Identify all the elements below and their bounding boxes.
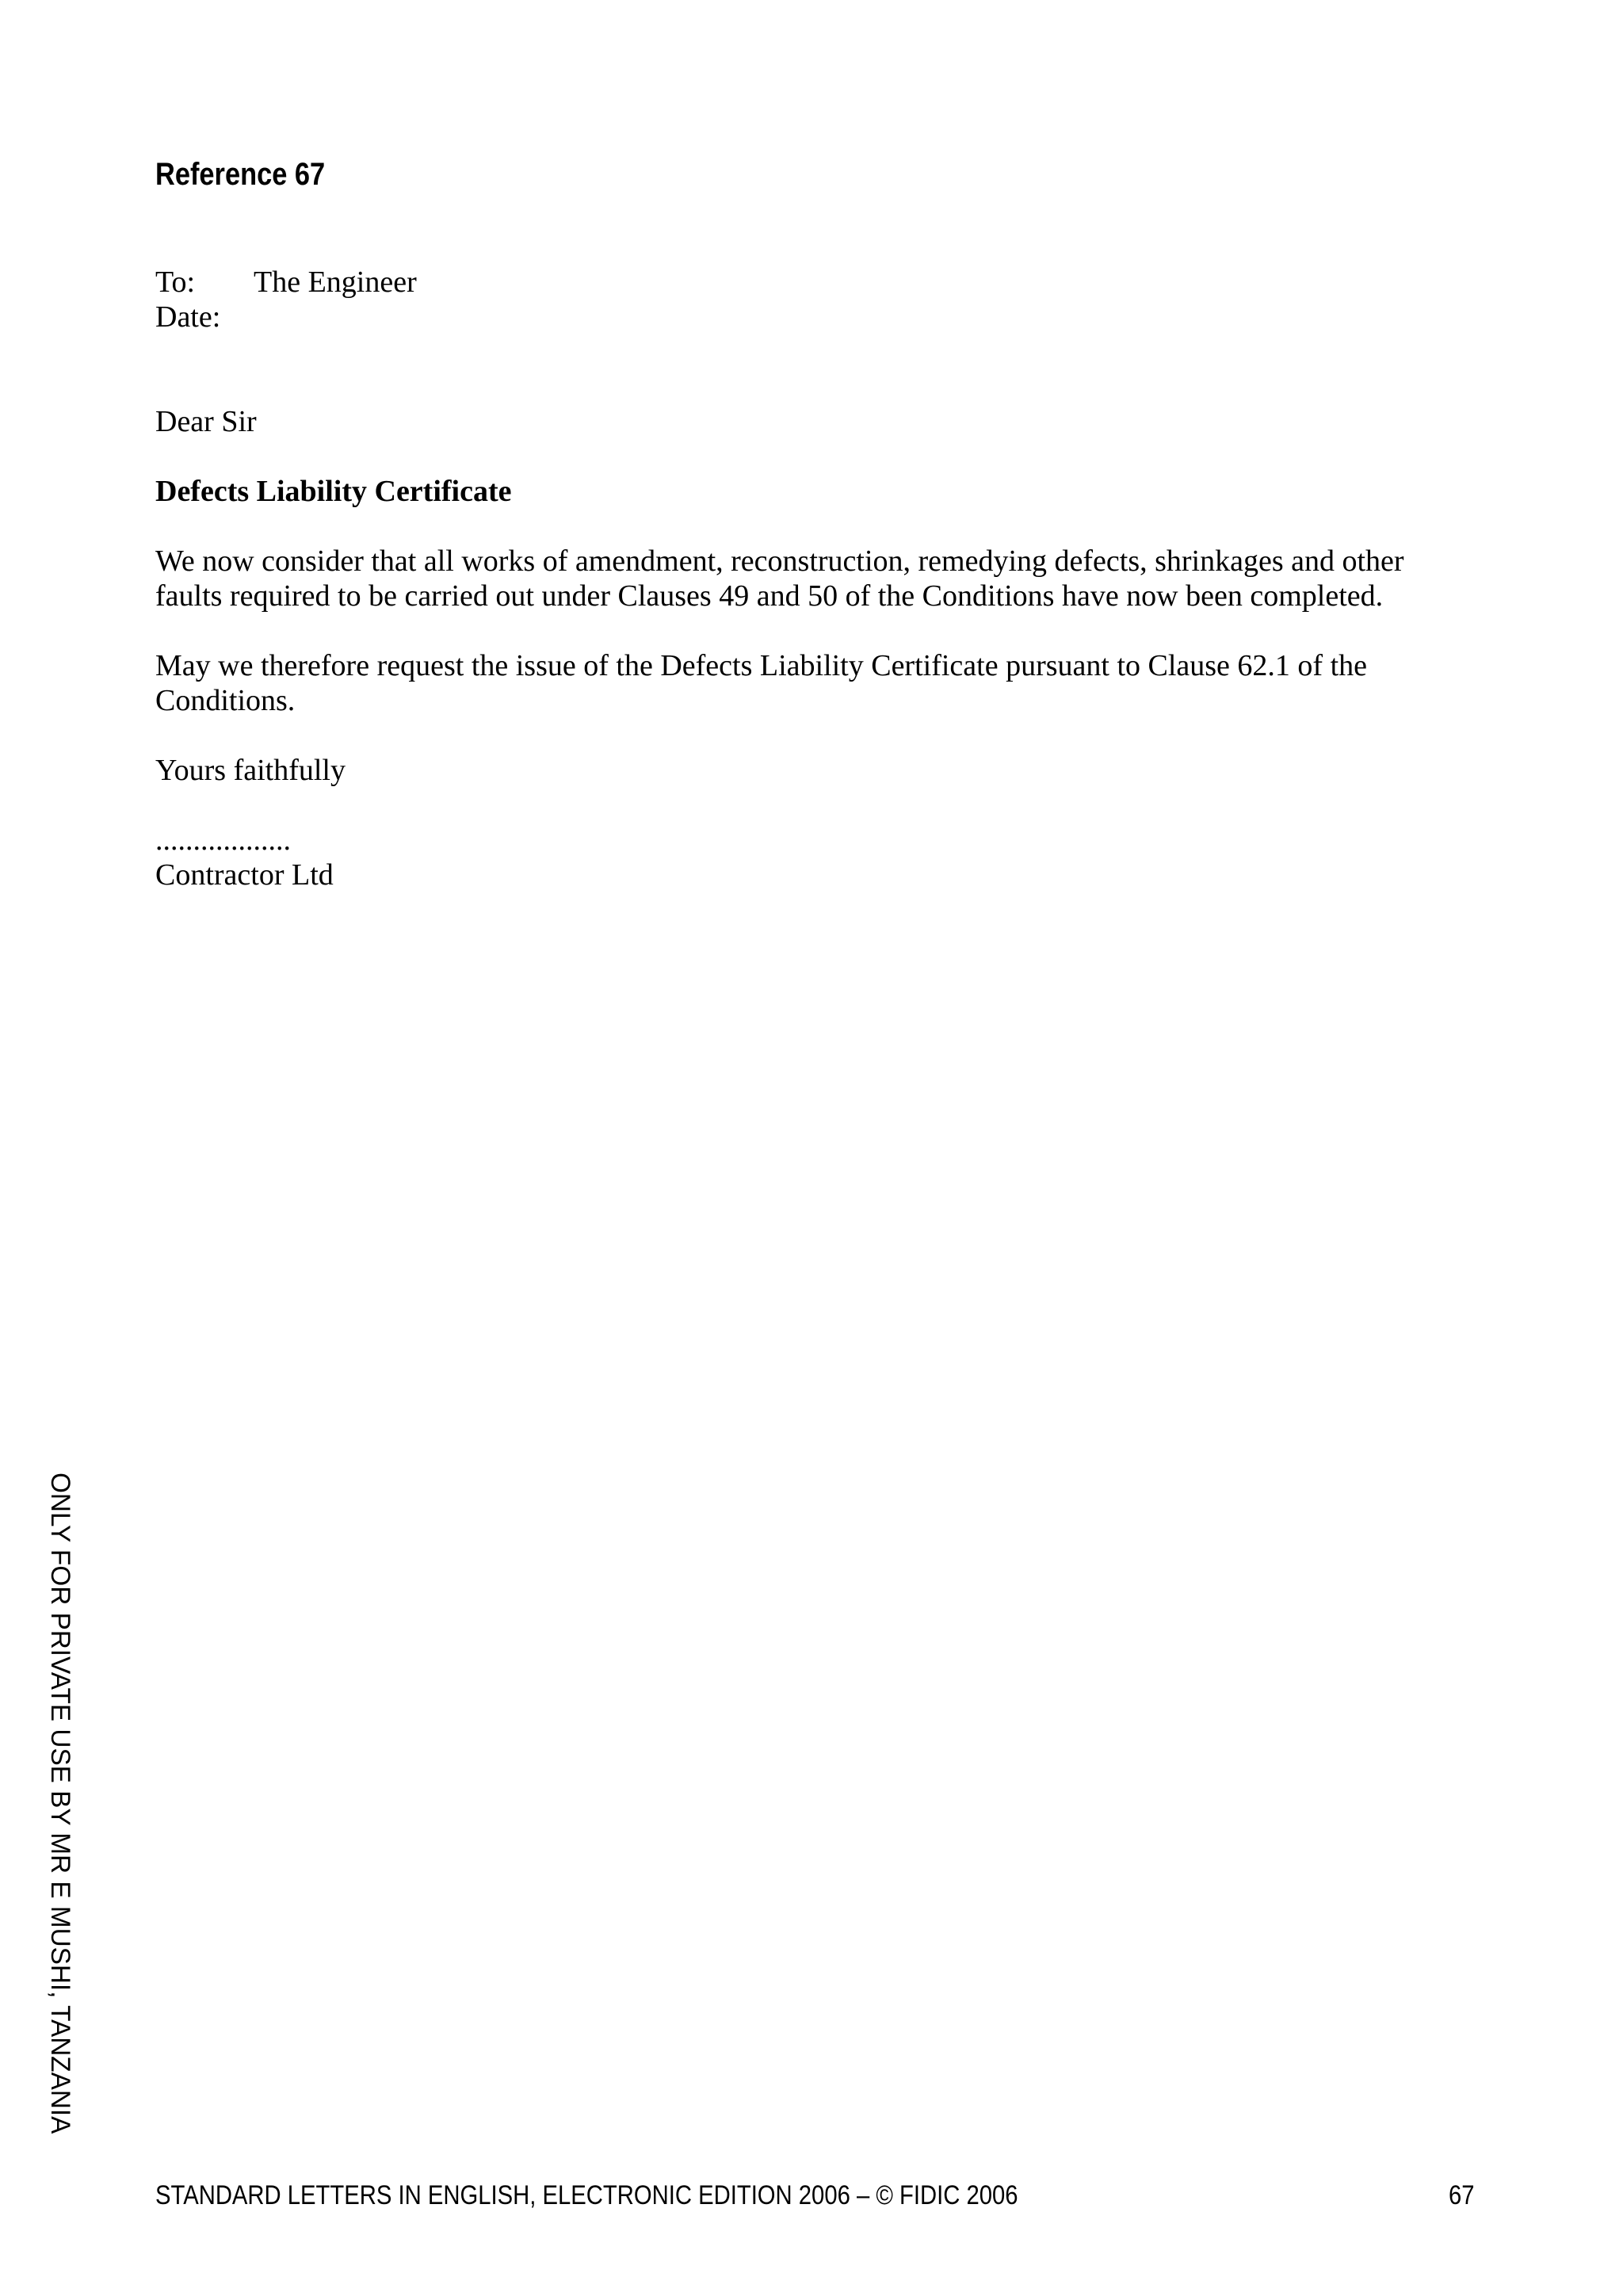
- paragraph-1-line-2: faults required to be carried out under Clauses 49 and 50 of the Conditions have now been completed.: [155, 579, 1384, 613]
- to-value: The Engineer: [254, 266, 417, 299]
- paragraph-2: [155, 648, 1367, 718]
- paragraph-1: [155, 544, 1404, 613]
- private-use-watermark-text: ONLY FOR PRIVATE USE BY MR E MUSHI, TANZANIA: [45, 1473, 75, 2134]
- private-use-watermark: [44, 1473, 76, 2147]
- date-row: [155, 300, 417, 334]
- paragraph-2-line-2: Conditions.: [155, 684, 296, 717]
- subject-line: Defects Liability Certificate: [155, 475, 512, 508]
- signatory-name: Contractor Ltd: [155, 858, 334, 892]
- footer-copyright: STANDARD LETTERS IN ENGLISH, ELECTRONIC EDITION 2006 – © FIDIC 2006: [155, 2180, 1018, 2210]
- reference-heading: Reference 67: [155, 157, 326, 192]
- signature-block: [155, 823, 334, 892]
- to-row: [155, 265, 417, 300]
- salutation: Dear Sir: [155, 405, 257, 438]
- paragraph-1-line-1: We now consider that all works of amendment, reconstruction, remedying defects, shrinkages and other: [155, 544, 1404, 578]
- signature-dots: ..................: [155, 823, 291, 857]
- date-label: Date:: [155, 300, 221, 334]
- page-number: 67: [1449, 2180, 1475, 2210]
- closing: Yours faithfully: [155, 754, 346, 787]
- to-label: To:: [155, 266, 196, 299]
- address-block: [155, 265, 417, 334]
- paragraph-2-line-1: May we therefore request the issue of the Defects Liability Certificate pursuant to Clause 62.1 of the: [155, 649, 1367, 682]
